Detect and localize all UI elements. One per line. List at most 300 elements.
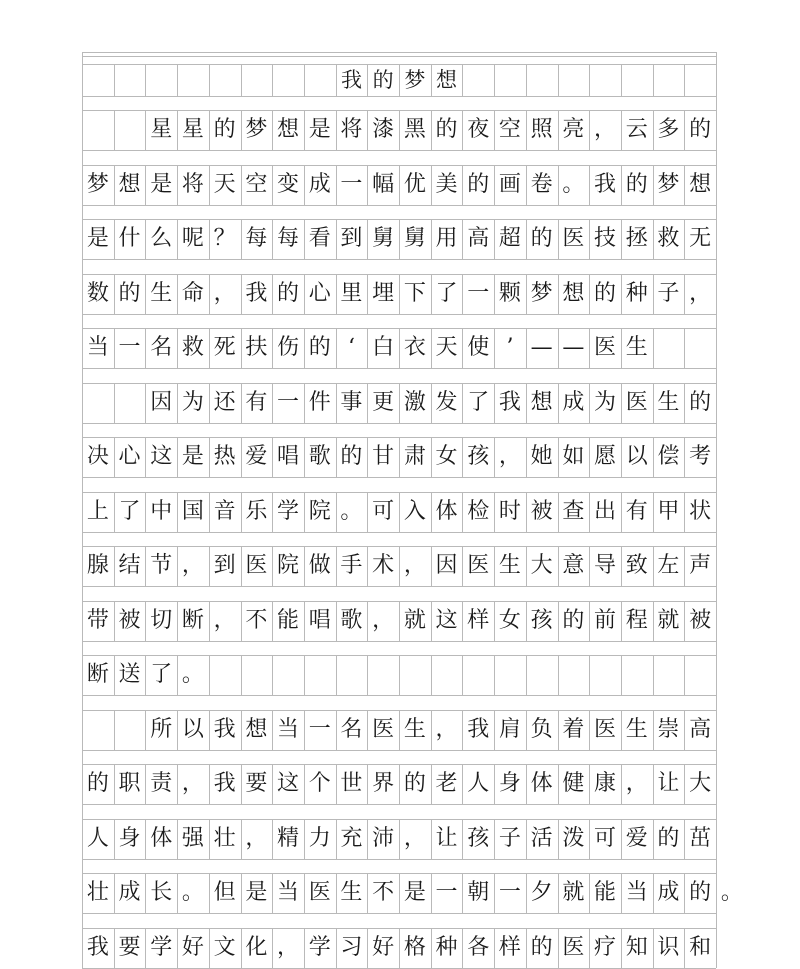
essay-char: 如 (562, 444, 585, 469)
essay-char: 心 (118, 444, 141, 469)
essay-char: 名 (150, 335, 173, 360)
essay-char: 有 (625, 498, 648, 524)
essay-char: 偿 (657, 444, 680, 469)
essay-char: 生 (625, 335, 648, 360)
essay-char: 梦 (657, 171, 680, 197)
essay-char: 程 (625, 607, 648, 633)
essay-char: 但 (213, 880, 236, 905)
essay-char: 梦 (530, 280, 553, 306)
essay-char: 学 (277, 498, 300, 524)
essay-char: 当 (277, 880, 300, 905)
essay-char: 样 (467, 607, 490, 633)
essay-char: 的 (118, 280, 141, 306)
essay-char: 想 (245, 716, 268, 742)
essay-char: 梦 (86, 171, 109, 197)
essay-char: 每 (245, 226, 268, 251)
essay-char: 以 (625, 444, 648, 469)
essay-char: 声 (689, 553, 712, 578)
essay-char: 下 (403, 280, 426, 306)
essay-char: 我 (245, 280, 268, 306)
essay-char: 舅 (372, 226, 395, 251)
essay-char: 医 (562, 226, 585, 251)
essay-char: 老 (435, 771, 458, 796)
essay-char: ， (181, 771, 204, 796)
essay-char: 成 (118, 880, 141, 905)
grid-line (431, 655, 432, 695)
essay-char: 梦 (245, 117, 268, 142)
essay-char: 想 (118, 171, 141, 197)
essay-char: 女 (498, 607, 521, 633)
essay-char: 医 (562, 934, 585, 960)
essay-char: 力 (308, 825, 331, 851)
essay-char: 成 (308, 171, 331, 197)
essay-char: 医 (467, 553, 490, 578)
essay-char: 是 (86, 226, 109, 251)
essay-char: 心 (308, 280, 331, 306)
essay-char: 致 (625, 553, 648, 578)
essay-char: 入 (403, 498, 426, 524)
essay-char: 使 (467, 335, 490, 360)
essay-char: ， (181, 553, 204, 578)
essay-char: 好 (181, 934, 204, 960)
essay-char: ， (625, 771, 648, 796)
essay-char: 变 (277, 171, 300, 197)
essay-char: 将 (181, 171, 204, 197)
essay-char: 是 (308, 117, 331, 142)
essay-char: 生 (150, 280, 173, 306)
grid-line (209, 64, 210, 96)
essay-char: 带 (86, 607, 109, 633)
essay-char: 检 (467, 498, 490, 524)
essay-char: 歌 (308, 444, 331, 469)
grid-line (82, 586, 716, 587)
essay-char: 中 (150, 498, 173, 524)
essay-char: 想 (530, 389, 553, 415)
essay-char: 救 (657, 226, 680, 251)
essay-char: 医 (594, 335, 617, 360)
essay-char: 云 (625, 117, 648, 142)
essay-char: 用 (435, 226, 458, 251)
essay-char: 生 (403, 716, 426, 742)
essay-char: 将 (340, 117, 363, 142)
essay-char: 空 (245, 171, 268, 197)
essay-char: 被 (530, 498, 553, 524)
essay-char (114, 383, 146, 423)
essay-char: ， (689, 280, 712, 306)
grid-line (526, 64, 527, 96)
essay-char: 成 (657, 880, 680, 905)
essay-char: 院 (277, 553, 300, 578)
essay-char: 多 (657, 117, 680, 142)
essay-char: 星 (181, 117, 204, 142)
essay-char: 腺 (86, 553, 109, 578)
essay-char: 是 (403, 880, 426, 905)
essay-char: 我 (467, 716, 490, 742)
essay-char: 甲 (657, 498, 680, 524)
title-char: 的 (372, 68, 394, 92)
essay-char: 亮 (562, 117, 585, 142)
grid-line (589, 655, 590, 695)
essay-char: 生 (657, 389, 680, 415)
essay-char: 还 (213, 389, 236, 415)
grid-line (82, 641, 716, 642)
essay-char: 孩 (530, 607, 553, 633)
grid-line (653, 328, 654, 368)
essay-char: 和 (689, 934, 712, 960)
essay-char: 被 (118, 607, 141, 633)
grid-line (241, 655, 242, 695)
essay-char: 朝 (467, 880, 490, 905)
essay-char: 美 (435, 171, 458, 197)
essay-char: 大 (689, 771, 712, 796)
essay-char: 救 (181, 335, 204, 360)
essay-char: 决 (86, 444, 109, 469)
essay-char: 扶 (245, 335, 268, 360)
essay-char: 医 (245, 553, 268, 578)
essay-char: 黑 (403, 117, 426, 142)
essay-char: 当 (86, 335, 109, 360)
essay-char: 。 (562, 171, 585, 197)
essay-char: 伤 (277, 335, 300, 360)
essay-char: 节 (150, 553, 173, 578)
essay-char: 超 (498, 226, 521, 251)
grid-line (621, 655, 622, 695)
essay-char: 是 (245, 880, 268, 905)
essay-char: 里 (340, 280, 363, 306)
essay-char: 这 (435, 607, 458, 633)
essay-char: 身 (118, 825, 141, 851)
essay-char: 的 (277, 280, 300, 306)
essay-char: 天 (435, 335, 458, 360)
essay-char: 衣 (403, 335, 426, 360)
essay-char: 壮 (213, 825, 236, 851)
essay-char: 种 (625, 280, 648, 306)
essay-char: 习 (340, 934, 363, 960)
essay-char: 想 (562, 280, 585, 306)
essay-char: 星 (150, 117, 173, 142)
essay-char: 成 (562, 389, 585, 415)
essay-char: 孩 (467, 825, 490, 851)
essay-char: 数 (86, 280, 109, 306)
essay-char: 有 (245, 389, 268, 415)
essay-char: 件 (308, 389, 331, 415)
essay-char: ？ (213, 226, 236, 251)
essay-char: 的 (562, 607, 585, 633)
essay-char: 要 (118, 934, 141, 960)
essay-char: 名 (340, 716, 363, 742)
essay-char: 泼 (562, 825, 585, 851)
grid-line (82, 859, 716, 860)
essay-char: 我 (86, 934, 109, 960)
essay-char: 了 (150, 662, 173, 687)
essay-char: 因 (150, 389, 173, 415)
essay-char: 职 (118, 771, 141, 796)
essay-char: 子 (657, 280, 680, 306)
essay-char: 的 (403, 771, 426, 796)
essay-char: 一 (277, 389, 300, 415)
essay-char: 康 (594, 771, 617, 796)
essay-char: 做 (308, 553, 331, 578)
title-char: 想 (436, 68, 458, 92)
essay-char: 不 (245, 607, 268, 633)
grid-line (558, 64, 559, 96)
essay-char: 。 (720, 880, 743, 905)
grid-line (272, 64, 273, 96)
essay-char: 我 (213, 716, 236, 742)
essay-char: 爱 (245, 444, 268, 469)
essay-char: 的 (689, 389, 712, 415)
essay-char: 充 (340, 825, 363, 851)
essay-char: 医 (372, 716, 395, 742)
grid-line (82, 968, 716, 969)
essay-char: — (530, 335, 553, 360)
essay-char: 爱 (625, 825, 648, 851)
essay-char: 夕 (530, 880, 553, 905)
grid-line (304, 64, 305, 96)
essay-char: 学 (150, 934, 173, 960)
essay-char: 学 (308, 934, 331, 960)
essay-char: 子 (498, 825, 521, 851)
essay-char: 就 (657, 607, 680, 633)
essay-char: 大 (530, 553, 553, 578)
essay-char: 高 (467, 226, 490, 251)
essay-char: 的 (594, 280, 617, 306)
essay-char: 能 (594, 880, 617, 905)
grid-line (82, 56, 716, 57)
grid-line (462, 655, 463, 695)
essay-char (114, 710, 146, 750)
essay-char: 意 (562, 553, 585, 578)
essay-char: 长 (150, 880, 173, 905)
essay-char: 术 (372, 553, 395, 578)
essay-char: — (562, 335, 585, 360)
grid-line (304, 655, 305, 695)
essay-char: 就 (562, 880, 585, 905)
essay-char: 沛 (372, 825, 395, 851)
title-char: 我 (340, 68, 362, 92)
essay-char: 。 (340, 498, 363, 524)
essay-char: 事 (340, 389, 363, 415)
grid-line (367, 655, 368, 695)
essay-char: 愿 (594, 444, 617, 469)
essay-char: 的 (689, 117, 712, 142)
essay-char: 每 (277, 226, 300, 251)
grid-line (82, 205, 716, 206)
essay-char: 更 (372, 389, 395, 415)
essay-char: 这 (277, 771, 300, 796)
grid-line (462, 64, 463, 96)
essay-char: 界 (372, 771, 395, 796)
essay-char: ， (277, 934, 300, 960)
grid-line (177, 64, 178, 96)
essay-char: 体 (150, 825, 173, 851)
essay-char: 出 (594, 498, 617, 524)
essay-char: 照 (530, 117, 553, 142)
essay-char: 的 (308, 335, 331, 360)
essay-char: 命 (181, 280, 204, 306)
essay-char: 天 (213, 171, 236, 197)
essay-char: 要 (245, 771, 268, 796)
essay-char: 就 (403, 607, 426, 633)
essay-char: 空 (498, 117, 521, 142)
essay-char: 舅 (403, 226, 426, 251)
essay-char: 识 (657, 934, 680, 960)
essay-char: 体 (435, 498, 458, 524)
essay-char: 漆 (372, 117, 395, 142)
essay-char: 种 (435, 934, 458, 960)
essay-char: 什 (118, 226, 141, 251)
essay-char: 一 (435, 880, 458, 905)
grid-line (716, 52, 717, 945)
grid-line (241, 64, 242, 96)
essay-char: 的 (340, 444, 363, 469)
essay-char: 的 (657, 825, 680, 851)
essay-char: 的 (689, 880, 712, 905)
essay-char: 送 (118, 662, 141, 687)
essay-char: 的 (467, 171, 490, 197)
essay-char: 壮 (86, 880, 109, 905)
essay-char: 前 (594, 607, 617, 633)
essay-char: 当 (625, 880, 648, 905)
essay-char: 想 (277, 117, 300, 142)
essay-char: 知 (625, 934, 648, 960)
essay-char: 这 (150, 444, 173, 469)
essay-char: 生 (340, 880, 363, 905)
essay-char: 了 (467, 389, 490, 415)
essay-char: 乐 (245, 498, 268, 524)
essay-char: 让 (657, 771, 680, 796)
grid-line (82, 532, 716, 533)
essay-char: 呢 (181, 226, 204, 251)
grid-line (82, 52, 716, 53)
essay-char: 责 (150, 771, 173, 796)
grid-line (82, 913, 716, 914)
essay-char: 一 (498, 880, 521, 905)
essay-char: 可 (372, 498, 395, 524)
grid-line (82, 750, 716, 751)
essay-char: 院 (308, 498, 331, 524)
essay-char: 样 (498, 934, 521, 960)
grid-line (558, 655, 559, 695)
essay-char: 因 (435, 553, 458, 578)
essay-char: 么 (150, 226, 173, 251)
essay-char: 当 (277, 716, 300, 742)
essay-char: 她 (530, 444, 553, 469)
essay-char: 医 (308, 880, 331, 905)
essay-char: 着 (562, 716, 585, 742)
essay-char (114, 110, 146, 150)
grid-line (145, 64, 146, 96)
essay-char: 所 (150, 716, 173, 742)
essay-char: 我 (498, 389, 521, 415)
essay-char: 个 (308, 771, 331, 796)
essay-char: ， (213, 280, 236, 306)
essay-char: 精 (277, 825, 300, 851)
essay-char: 文 (213, 934, 236, 960)
essay-char: 唱 (277, 444, 300, 469)
essay-char: 为 (594, 389, 617, 415)
essay-char: 格 (403, 934, 426, 960)
grid-line (684, 64, 685, 96)
grid-line (82, 368, 716, 369)
essay-char: 体 (530, 771, 553, 796)
essay-char: 茁 (689, 825, 712, 851)
essay-char: 优 (403, 171, 426, 197)
essay-char: 女 (435, 444, 458, 469)
grid-line (272, 655, 273, 695)
essay-char: 能 (277, 607, 300, 633)
essay-char: 被 (689, 607, 712, 633)
grid-line (82, 423, 716, 424)
essay-char: 埋 (372, 280, 395, 306)
essay-char: 生 (625, 716, 648, 742)
essay-char: 健 (562, 771, 585, 796)
essay-char: 技 (594, 226, 617, 251)
essay-char: 身 (498, 771, 521, 796)
essay-char: 的 (213, 117, 236, 142)
essay-char: 人 (467, 771, 490, 796)
essay-char: 的 (625, 171, 648, 197)
essay-char: 断 (181, 607, 204, 633)
essay-char: 时 (498, 498, 521, 524)
essay-char: 一 (340, 171, 363, 197)
essay-char: 歌 (340, 607, 363, 633)
essay-char: 。 (181, 880, 204, 905)
essay-char: 肃 (403, 444, 426, 469)
essay-char: 的 (530, 226, 553, 251)
essay-char: 孩 (467, 444, 490, 469)
essay-char: 医 (625, 389, 648, 415)
essay-char: 各 (467, 934, 490, 960)
essay-char: 负 (530, 716, 553, 742)
essay-char: ， (403, 825, 426, 851)
essay-char: ， (435, 716, 458, 742)
essay-char: 无 (689, 226, 712, 251)
essay-char: 颗 (498, 280, 521, 306)
grid-line (82, 314, 716, 315)
essay-char: 是 (181, 444, 204, 469)
essay-char: ’ (506, 335, 514, 360)
grid-line (653, 655, 654, 695)
essay-char: 崇 (657, 716, 680, 742)
essay-char: 肩 (498, 716, 521, 742)
essay-char: 以 (181, 716, 204, 742)
grid-line (621, 64, 622, 96)
essay-char: 我 (594, 171, 617, 197)
essay-char: ， (372, 607, 395, 633)
essay-char: 国 (181, 498, 204, 524)
grid-line (494, 655, 495, 695)
essay-char: 音 (213, 498, 236, 524)
essay-char: 好 (372, 934, 395, 960)
essay-char: ， (594, 117, 617, 142)
essay-char: 激 (403, 389, 426, 415)
title-char: 梦 (404, 68, 426, 92)
essay-char: 甘 (372, 444, 395, 469)
essay-char: 夜 (467, 117, 490, 142)
grid-line (82, 150, 716, 151)
essay-char: 唱 (308, 607, 331, 633)
essay-char: 的 (435, 117, 458, 142)
essay-char: 可 (594, 825, 617, 851)
essay-char: 人 (86, 825, 109, 851)
grid-line (494, 64, 495, 96)
essay-char: 死 (213, 335, 236, 360)
grid-line (82, 804, 716, 805)
essay-char: 结 (118, 553, 141, 578)
essay-char: 医 (594, 716, 617, 742)
essay-char: ， (213, 607, 236, 633)
